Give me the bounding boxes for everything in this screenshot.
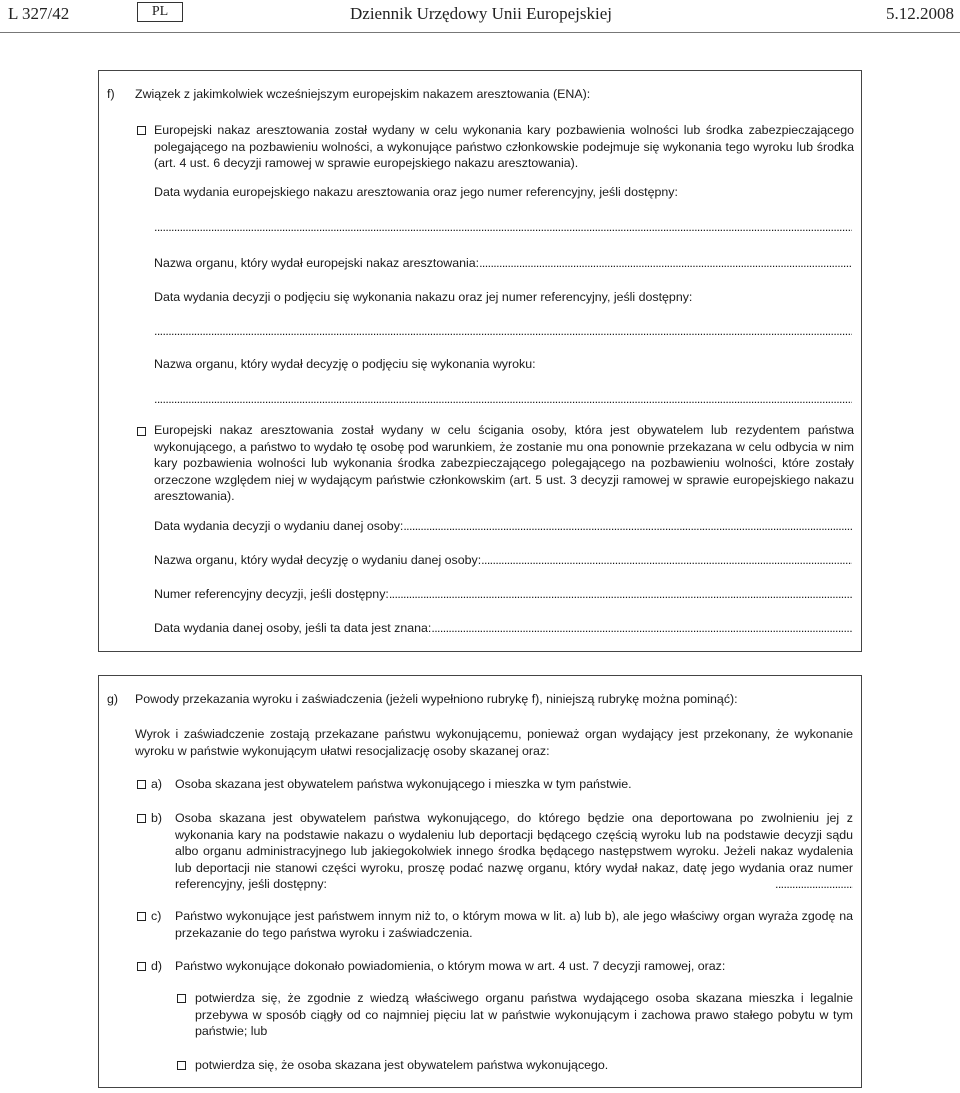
page-reference: L 327/42 [8,4,70,23]
section-g-letter: g) [107,692,119,706]
option-b-text: Osoba skazana jest obywatelem państwa wykonującego, do którego będzie ona deportowana po zwolnieniu jej z wykonania kary na podstawie nakazu o wydaleniu lub deportacji będącego częścią wyroku lub na podstawie decyzji sądu albo organu administracyjnego lub jakiegokolwiek innego środka będącego następstwem wyroku. Jeżeli nakaz wydalenia lub deportacji nie stanowi części wyroku, proszę podać nazwę organu, który wydał nakaz, datę jego wydania oraz numer referencyjny, jeśli dostępny: [175,811,853,891]
option-b-label: b) [151,811,163,825]
option-d-label: d) [151,959,163,973]
section-g-box [98,675,862,1088]
option-f1-checkbox[interactable] [137,126,146,135]
field-f5-label: Data wydania decyzji o wydaniu danej osoby: [154,519,404,533]
field-f1-input[interactable] [154,219,852,236]
field-f7-input[interactable] [389,586,852,603]
journal-title: Dziennik Urzędowy Unii Europejskiej [350,4,613,23]
field-f3-label: Data wydania decyzji o podjęciu się wykonania nakazu oraz jej numer referencyjny, jeśli dostępny: [154,290,693,304]
field-f7-label: Numer referencyjny decyzji, jeśli dostępny: [154,587,389,601]
section-f-letter: f) [107,87,115,101]
option-d2-checkbox[interactable] [177,1061,186,1070]
option-d-text: Państwo wykonujące dokonało powiadomienia, o którym mowa w art. 4 ust. 7 decyzji ramowej, oraz: [175,959,726,973]
option-d1-checkbox[interactable] [177,994,186,1003]
option-b-input[interactable] [775,876,853,893]
field-f2-input[interactable] [479,255,852,272]
option-f2-text: Europejski nakaz aresztowania został wydany w celu ścigania osoby, która jest obywatelem lub rezydentem państwa wykonującego, a państwo to wydało tę osobę pod warunkiem, że zostanie mu ona ponownie przekazana w celu odbycia w nim kary pozbawienia wolności lub wykonania środka zabezpieczającego polegającego na pozbawieniu wolności, które zostały orzeczone względem niej w wydającym państwie członkowskim (art. 5 ust. 3 decyzji ramowej w sprawie europejskiego nakazu aresztowania). [154,423,854,503]
field-f2-label: Nazwa organu, który wydał europejski nakaz aresztowania: [154,256,480,270]
header-divider [0,32,960,33]
field-f4-input[interactable] [154,391,852,408]
option-d-checkbox[interactable] [137,962,146,971]
option-d1-text: potwierdza się, że zgodnie z wiedzą właściwego organu państwa wydającego osoba skazana mieszka i legalnie przebywa w sposób ciągły od co najmniej pięciu lat w państwie wykonującym i zachowa prawo stałego pobytu w tym państwie; lub [195,991,853,1038]
field-f5-input[interactable] [403,518,852,535]
section-g-title: Powody przekazania wyroku i zaświadczenia (jeżeli wypełniono rubrykę f), niniejszą rubrykę można pominąć): [135,692,738,706]
option-c-label: c) [151,909,162,923]
option-a-checkbox[interactable] [137,780,146,789]
field-f5-row[interactable] [154,518,852,535]
language-badge: PL [137,2,183,22]
field-f6-row[interactable] [154,552,852,569]
field-f4-label: Nazwa organu, który wydał decyzję o podjęciu się wykonania wyroku: [154,357,536,371]
page-header [0,0,960,32]
publication-date: 5.12.2008 [886,4,954,23]
field-f3-input[interactable] [154,323,852,340]
section-g-intro: Wyrok i zaświadczenie zostają przekazane państwu wykonującemu, ponieważ organ wydający jest przekonany, że wykonanie wyroku w państwie wykonującym ułatwi resocjalizację osoby skazanej oraz: [135,727,853,758]
option-a-label: a) [151,777,163,791]
field-f6-input[interactable] [481,552,852,569]
option-f1-text: Europejski nakaz aresztowania został wydany w celu wykonania kary pozbawienia wolności lub środka zabezpieczającego polegającego na pozbawieniu wolności, a wykonujące państwo członkowskie podejmuje się wykonania tego wyroku lub środka (art. 4 ust. 6 decyzji ramowej w sprawie europejskiego nakazu aresztowania). [154,123,854,170]
option-a-text: Osoba skazana jest obywatelem państwa wykonującego i mieszka w tym państwie. [175,777,632,791]
section-f-box [98,70,862,652]
section-f-title: Związek z jakimkolwiek wcześniejszym europejskim nakazem aresztowania (ENA): [135,87,591,101]
option-c-text: Państwo wykonujące jest państwem innym niż to, o którym mowa w lit. a) lub b), ale jego właściwy organ wyraża zgodę na przekazanie do tego państwa wyroku i zaświadczenia. [175,909,853,940]
option-c-checkbox[interactable] [137,912,146,921]
option-f2-checkbox[interactable] [137,427,146,436]
field-f6-label: Nazwa organu, który wydał decyzję o wydaniu danej osoby: [154,553,482,567]
field-f8-label: Data wydania danej osoby, jeśli ta data jest znana: [154,621,432,635]
field-f8-input[interactable] [431,620,852,637]
option-b-checkbox[interactable] [137,814,146,823]
field-f2-row[interactable] [154,255,852,272]
field-f1-label: Data wydania europejskiego nakazu aresztowania oraz jego numer referencyjny, jeśli dostępny: [154,185,678,199]
option-d2-text: potwierdza się, że osoba skazana jest obywatelem państwa wykonującego. [195,1058,609,1072]
field-f8-row[interactable] [154,620,852,637]
field-f7-row[interactable] [154,586,852,603]
